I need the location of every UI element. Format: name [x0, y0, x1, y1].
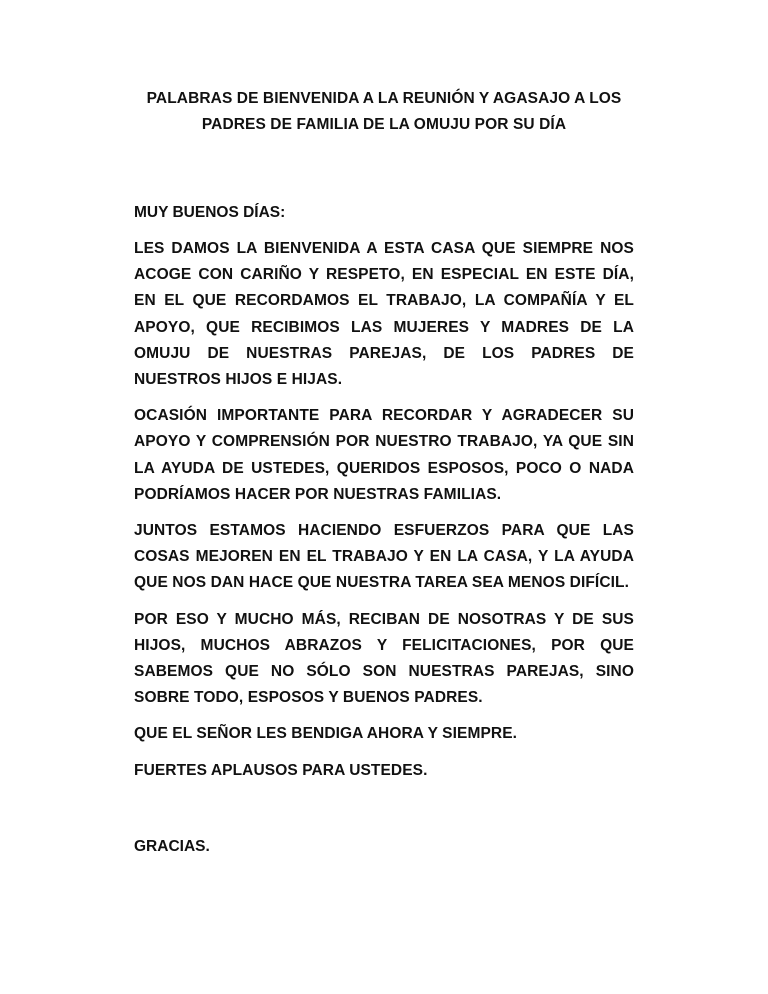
document-title: PALABRAS DE BIENVENIDA A LA REUNIÓN Y AGASAJO A LOS PADRES DE FAMILIA DE LA OMUJU POR SU DÍA [146, 90, 622, 133]
greeting-line: MUY BUENOS DÍAS: [134, 204, 286, 221]
paragraph-efforts: JUNTOS ESTAMOS HACIENDO ESFUERZOS PARA QUE LAS COSAS MEJOREN EN EL TRABAJO Y EN LA CASA, Y LA AYUDA QUE NOS DAN HACE QUE NUESTRA TAREA SEA MENOS DIFÍCIL. [134, 522, 634, 592]
paragraph-blessing: QUE EL SEÑOR LES BENDIGA AHORA Y SIEMPRE. [134, 725, 518, 743]
paragraph-gratitude: OCASIÓN IMPORTANTE PARA RECORDAR Y AGRADECER SU APOYO Y COMPRENSIÓN POR NUESTRO TRABAJO, YA QUE SIN LA AYUDA DE USTEDES, QUERIDOS ESPOSOS, POCO O NADA PODRÍAMOS HACER POR NUESTRAS FAMILIAS. [134, 407, 634, 503]
closing-line: GRACIAS. [134, 837, 210, 855]
document-body [134, 86, 634, 860]
paragraph-applause: FUERTES APLAUSOS PARA USTEDES. [134, 761, 428, 779]
paragraph-congratulations: POR ESO Y MUCHO MÁS, RECIBAN DE NOSOTRAS Y DE SUS HIJOS, MUCHOS ABRAZOS Y FELICITACIONES, POR QUE SABEMOS QUE NO SÓLO SON NUESTRAS PAREJAS, SINO SOBRE TODO, ESPOSOS Y BUENOS PADRES. [134, 610, 634, 707]
paragraph-welcome: LES DAMOS LA BIENVENIDA A ESTA CASA QUE SIEMPRE NOS ACOGE CON CARIÑO Y RESPETO, EN ESPECIAL EN ESTE DÍA, EN EL QUE RECORDAMOS EL TRABAJO, LA COMPAÑÍA Y EL APOYO, QUE RECIBIMOS LAS MUJERES Y MADRES DE LA OMUJU DE NUESTRAS PAREJAS, DE LOS PADRES DE NUESTROS HIJOS E HIJAS. [134, 240, 634, 389]
